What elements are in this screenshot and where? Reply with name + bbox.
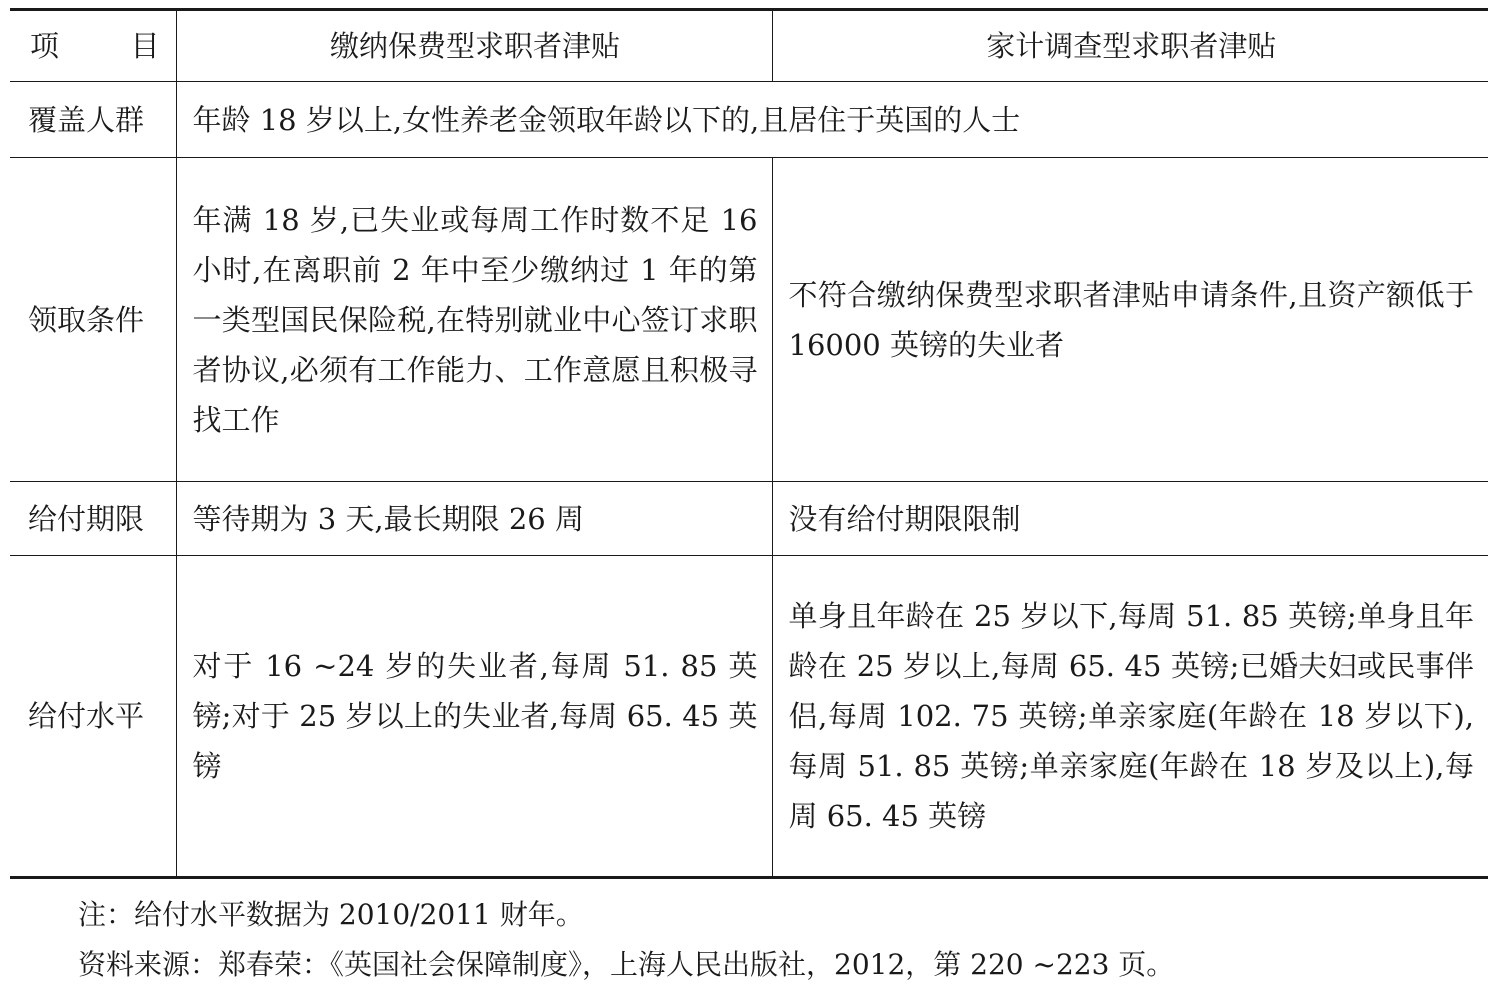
benefit-comparison-table	[10, 8, 1488, 879]
row-label-conditions: 领取条件	[10, 158, 176, 482]
note-text: 注：给付水平数据为 2010/2011 财年。	[78, 898, 584, 931]
table-row-period	[10, 482, 1488, 556]
table-row-conditions	[10, 158, 1488, 482]
conditions-means-tested-cell: 不符合缴纳保费型求职者津贴申请条件,且资产额低于 16000 英镑的失业者	[772, 158, 1488, 482]
level-means-tested-cell: 单身且年龄在 25 岁以下,每周 51. 85 英镑;单身且年龄在 25 岁以上,每周 65. 45 英镑;已婚夫妇或民事伴侣,每周 102. 75 英镑;单亲家庭(年龄在 18 岁以下),每周 51. 85 英镑;单亲家庭(年龄在 18 岁及以上),每周 65. 45 英镑	[772, 556, 1488, 878]
benefit-comparison-table-container	[10, 8, 1488, 879]
row-label-period: 给付期限	[10, 482, 176, 556]
header-means-tested: 家计调查型求职者津贴	[772, 10, 1488, 82]
source-text: 资料来源：郑春荣：《英国社会保障制度》，上海人民出版社，2012，第 220 ~223 页。	[78, 948, 1175, 981]
table-notes	[78, 890, 1174, 990]
coverage-merged-cell: 年龄 18 岁以上,女性养老金领取年龄以下的,且居住于英国的人士	[176, 82, 1488, 158]
header-item: 项 目	[10, 10, 176, 82]
conditions-contribution-cell: 年满 18 岁,已失业或每周工作时数不足 16 小时,在离职前 2 年中至少缴纳过 1 年的第一类型国民保险税,在特别就业中心签订求职者协议,必须有工作能力、工作意愿且积极寻找工作	[176, 158, 772, 482]
row-label-level: 给付水平	[28, 699, 145, 733]
period-means-tested-cell: 没有给付期限限制	[772, 482, 1488, 556]
table-row-level	[10, 556, 1488, 878]
table-header-row	[10, 10, 1488, 82]
row-label-coverage: 覆盖人群	[10, 82, 176, 158]
table-row-coverage	[10, 82, 1488, 158]
header-contribution-based: 缴纳保费型求职者津贴	[176, 10, 772, 82]
level-contribution-cell: 对于 16 ~24 岁的失业者,每周 51. 85 英镑;对于 25 岁以上的失业者,每周 65. 45 英镑	[176, 556, 772, 878]
period-contribution-cell: 等待期为 3 天,最长期限 26 周	[176, 482, 772, 556]
